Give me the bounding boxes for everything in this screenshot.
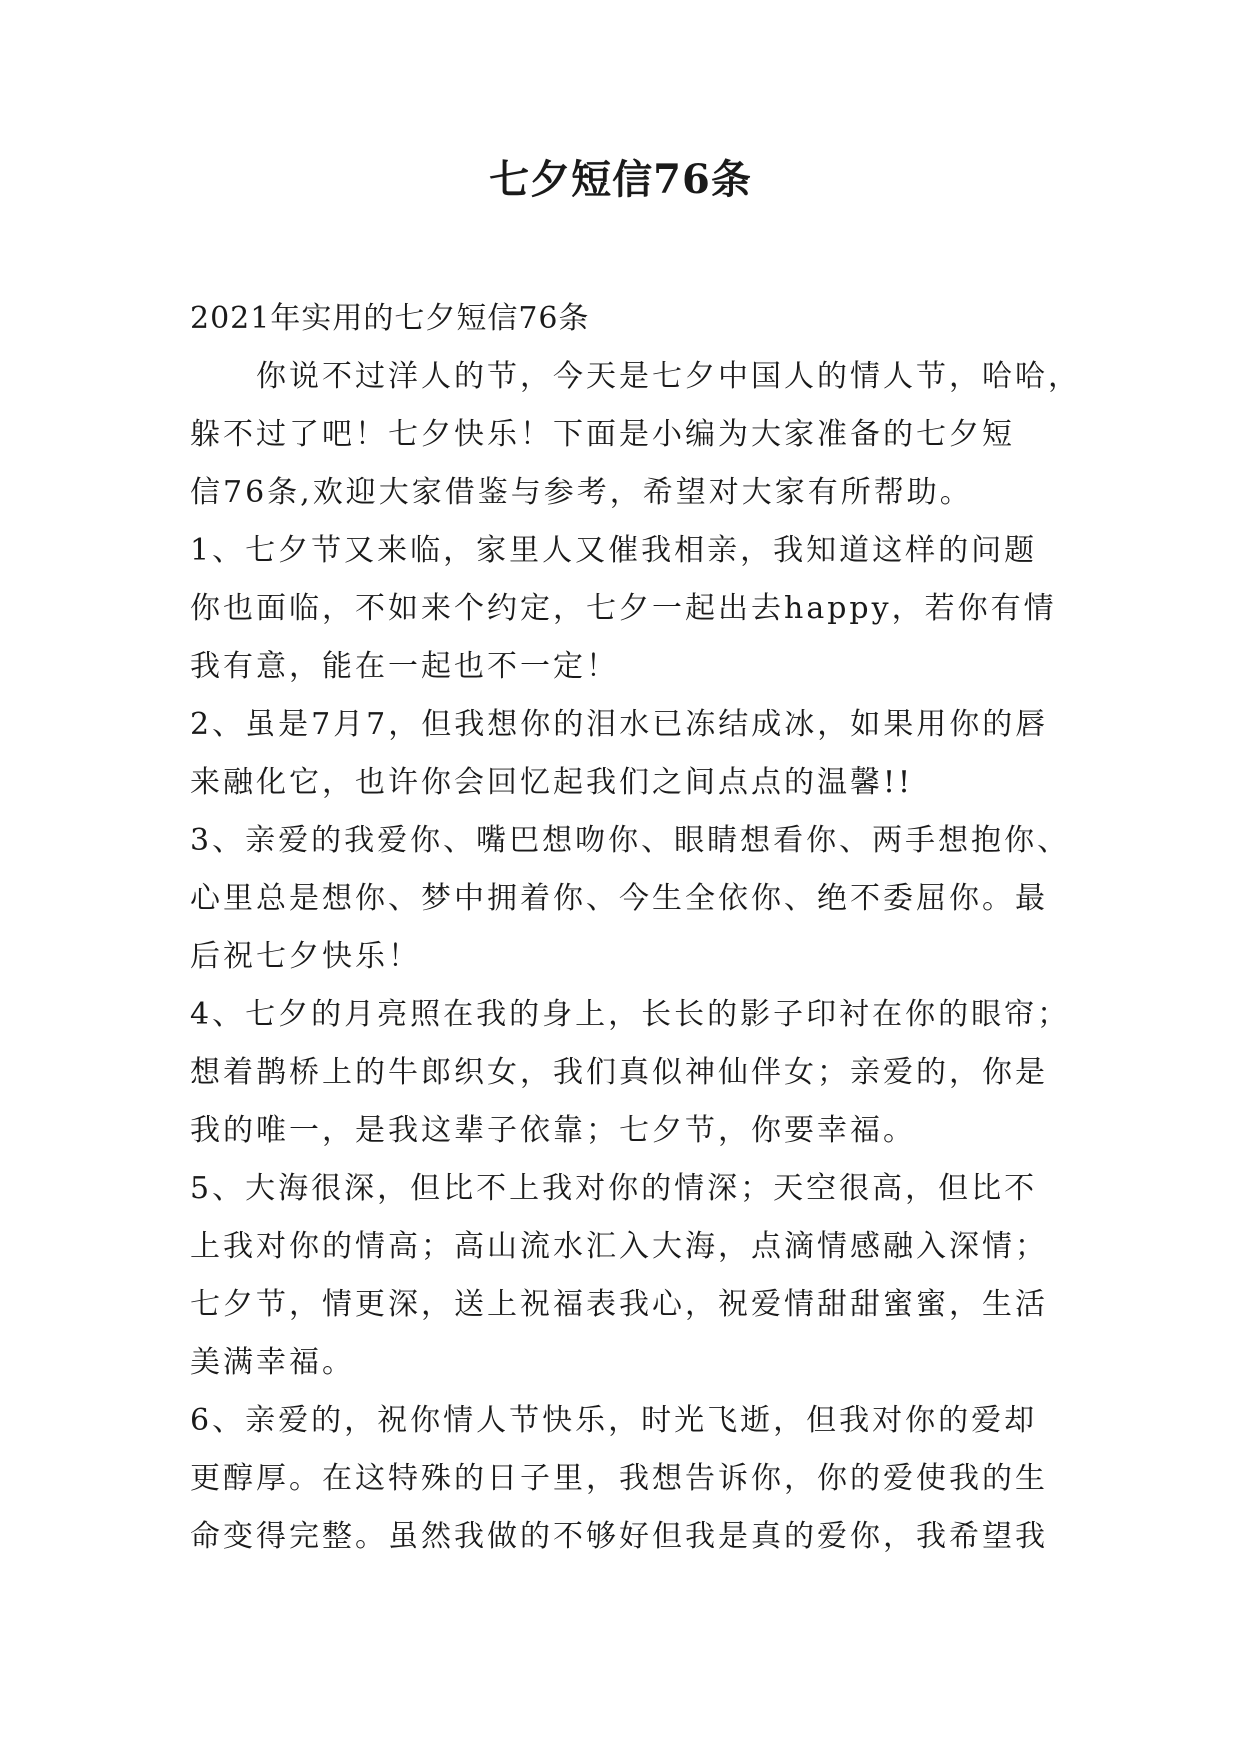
- message-1-line: 你也面临，不如来个约定，七夕一起出去happy，若你有情: [190, 591, 1057, 626]
- message-3-line: 3、亲爱的我爱你、嘴巴想吻你、眼睛想看你、两手想抱你、: [190, 823, 1071, 858]
- document-body: [190, 290, 1081, 1566]
- message-1-line: 我有意，能在一起也不一定！: [190, 649, 619, 684]
- message-2-line: 2、虽是7月7，但我想你的泪水已冻结成冰，如果用你的唇: [190, 707, 1049, 742]
- message-2-line: 来融化它，也许你会回忆起我们之间点点的温馨!!: [190, 765, 914, 800]
- message-4-line: 想着鹊桥上的牛郎织女，我们真似神仙伴女；亲爱的，你是: [190, 1055, 1048, 1090]
- message-1-line: 1、七夕节又来临，家里人又催我相亲，我知道这样的问题: [190, 533, 1038, 568]
- message-3-line: 心里总是想你、梦中拥着你、今生全依你、绝不委屈你。最: [190, 881, 1048, 916]
- message-5-line: 上我对你的情高；高山流水汇入大海，点滴情感融入深情；: [190, 1229, 1048, 1264]
- message-6-line: 更醇厚。在这特殊的日子里，我想告诉你，你的爱使我的生: [190, 1461, 1048, 1496]
- message-4-line: 4、七夕的月亮照在我的身上，长长的影子印衬在你的眼帘；: [190, 997, 1071, 1032]
- message-6-line: 命变得完整。虽然我做的不够好但我是真的爱你，我希望我: [190, 1519, 1048, 1554]
- document-title: 七夕短信76条: [489, 156, 752, 203]
- subtitle-line: 2021年实用的七夕短信76条: [190, 301, 590, 336]
- message-4-line: 我的唯一，是我这辈子依靠；七夕节，你要幸福。: [190, 1113, 916, 1148]
- message-5-line: 美满幸福。: [190, 1345, 355, 1380]
- message-5-line: 5、大海很深，但比不上我对你的情深；天空很高，但比不: [190, 1171, 1038, 1206]
- message-5-line: 七夕节，情更深，送上祝福表我心，祝爱情甜甜蜜蜜，生活: [190, 1287, 1048, 1322]
- message-3-line: 后祝七夕快乐！: [190, 939, 421, 974]
- intro-line: 躲不过了吧！七夕快乐！下面是小编为大家准备的七夕短: [190, 417, 1015, 452]
- intro-line: 你说不过洋人的节，今天是七夕中国人的情人节，哈哈，: [256, 359, 1081, 394]
- intro-line: 信76条,欢迎大家借鉴与参考，希望对大家有所帮助。: [190, 475, 973, 510]
- message-6-line: 6、亲爱的，祝你情人节快乐，时光飞逝，但我对你的爱却: [190, 1403, 1038, 1438]
